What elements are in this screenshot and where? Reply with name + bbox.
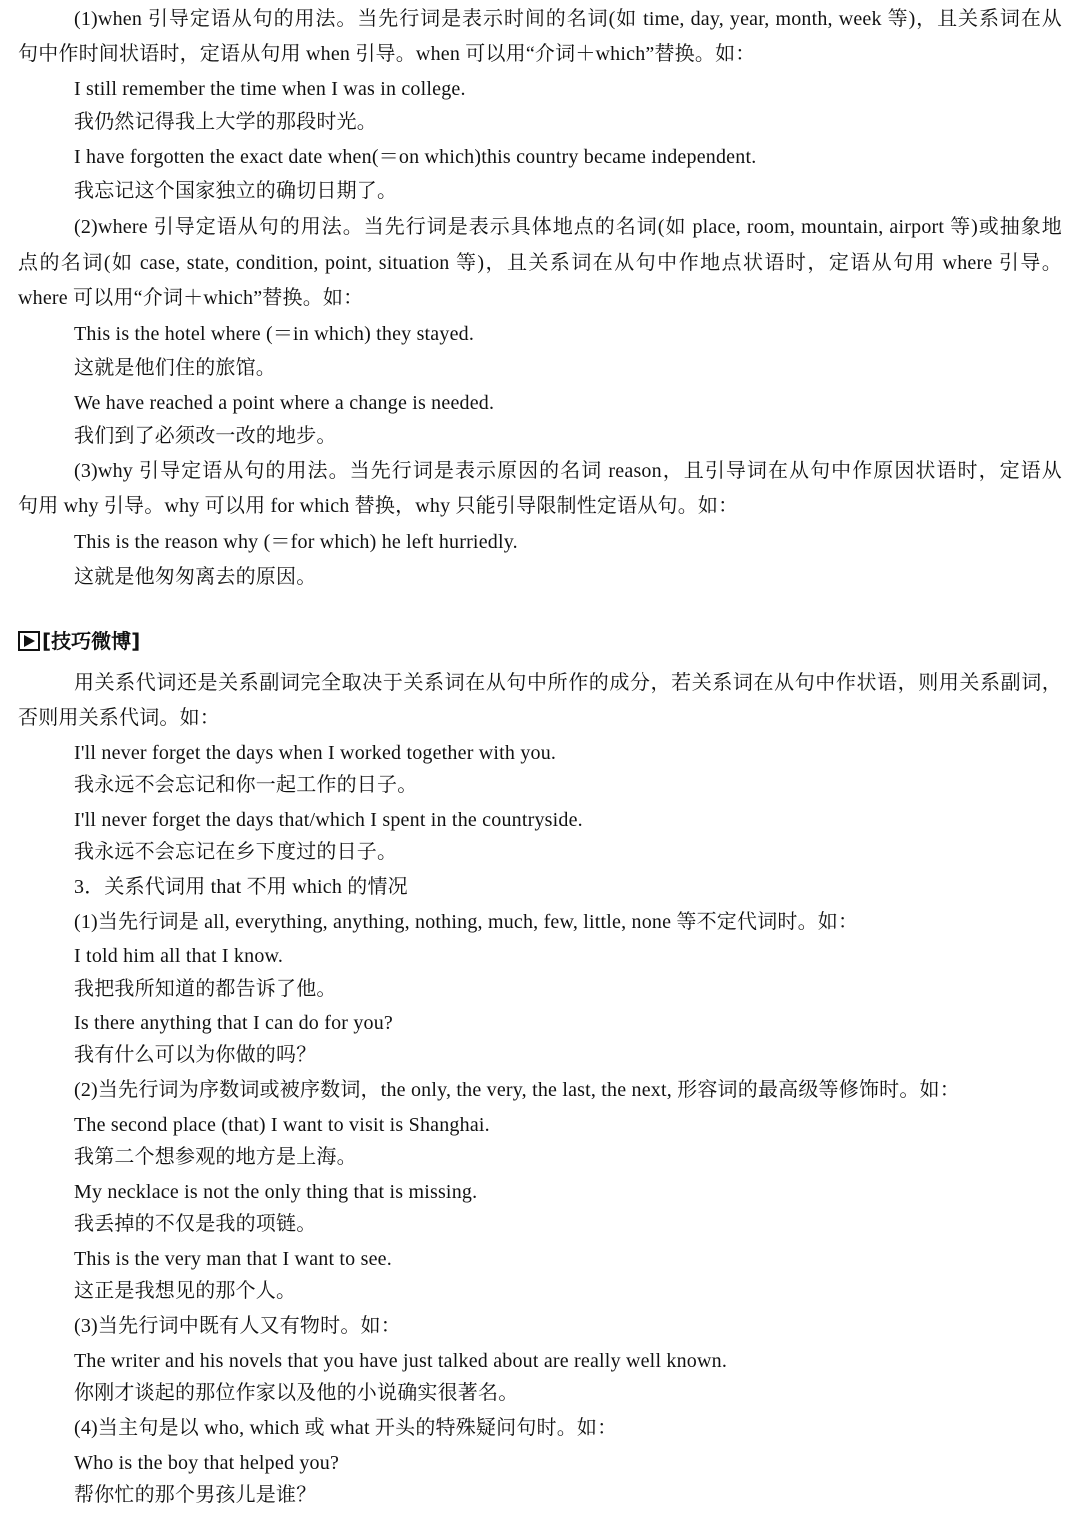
section3-item4-example1-zh: 帮你忙的那个男孩儿是谁？ bbox=[74, 1484, 317, 1506]
when-example1-en: I still remember the time when I was in college. bbox=[74, 78, 466, 100]
tip-example1-en: I'll never forget the days when I worked together with you. bbox=[74, 742, 557, 764]
where-example2-zh: 我们到了必须改一改的地步。 bbox=[74, 425, 337, 447]
section3-item2-example3-en: This is the very man that I want to see. bbox=[74, 1248, 392, 1270]
section3-item2: (2)当先行词为序数词或被序数词，the only, the very, the last, the next, 形容词的最高级等修饰时。如： bbox=[74, 1079, 960, 1101]
section3-item1-example1-en: I told him all that I know. bbox=[74, 945, 284, 967]
section3-item4: (4)当主句是以 who, which 或 what 开头的特殊疑问句时。如： bbox=[74, 1417, 618, 1439]
section3-item1: (1)当先行词是 all, everything, anything, nothing, much, few, little, none 等不定代词时。如： bbox=[74, 911, 859, 933]
when-rule-line2: 句中作时间状语时，定语从句用 when 引导。when 可以用“介词＋which”替换。如： bbox=[18, 43, 756, 65]
where-rule-line2: 点的名词(如 case, state, condition, point, situation 等)，且关系词在从句中作地点状语时，定语从句用 where 引导。 bbox=[18, 252, 1062, 274]
section3-item3: (3)当先行词中既有人又有物时。如： bbox=[74, 1315, 401, 1337]
section3-item4-example1-en: Who is the boy that helped you? bbox=[74, 1452, 340, 1474]
section3-item2-example1-en: The second place (that) I want to visit is Shanghai. bbox=[74, 1114, 490, 1136]
why-example1-en: This is the reason why (＝for which) he left hurriedly. bbox=[74, 531, 518, 553]
section3-heading: 3．关系代词用 that 不用 which 的情况 bbox=[74, 876, 408, 898]
section3-item1-example2-zh: 我有什么可以为你做的吗？ bbox=[74, 1044, 317, 1066]
tip-body-line1: 用关系代词还是关系副词完全取决于关系词在从句中所作的成分，若关系词在从句中作状语，则用关系副词， bbox=[74, 672, 1062, 694]
tip-body-line2: 否则用关系代词。如： bbox=[18, 707, 220, 729]
section3-item2-example2-zh: 我丢掉的不仅是我的项链。 bbox=[74, 1213, 317, 1235]
section3-item1-example1-zh: 我把我所知道的都告诉了他。 bbox=[74, 978, 337, 1000]
section3-item2-example2-en: My necklace is not the only thing that is missing. bbox=[74, 1181, 478, 1203]
where-example1-zh: 这就是他们住的旅馆。 bbox=[74, 357, 276, 379]
tip-example2-zh: 我永远不会忘记在乡下度过的日子。 bbox=[74, 841, 398, 863]
section3-item1-example2-en: Is there anything that I can do for you? bbox=[74, 1012, 394, 1034]
tip-title: [技巧微博] bbox=[42, 629, 141, 653]
why-rule-line2: 句用 why 引导。why 可以用 for which 替换，why 只能引导限制性定语从句。如： bbox=[18, 495, 739, 517]
section3-item3-example1-zh: 你刚才谈起的那位作家以及他的小说确实很著名。 bbox=[74, 1382, 519, 1404]
when-example2-zh: 我忘记这个国家独立的确切日期了。 bbox=[74, 180, 398, 202]
section3-item2-example1-zh: 我第二个想参观的地方是上海。 bbox=[74, 1146, 357, 1168]
when-rule-line1: (1)when 引导定语从句的用法。当先行词是表示时间的名词(如 time, day, year, month, week 等)，且关系词在从 bbox=[74, 8, 1062, 30]
why-rule-line1: (3)why 引导定语从句的用法。当先行词是表示原因的名词 reason，且引导词在从句中作原因状语时，定语从 bbox=[74, 460, 1062, 482]
tip-example1-zh: 我永远不会忘记和你一起工作的日子。 bbox=[74, 774, 418, 796]
play-triangle-icon bbox=[18, 631, 40, 651]
where-example1-en: This is the hotel where (＝in which) they stayed. bbox=[74, 323, 475, 345]
section3-item2-example3-zh: 这正是我想见的那个人。 bbox=[74, 1280, 297, 1302]
tip-header bbox=[18, 628, 140, 654]
when-example2-en: I have forgotten the exact date when(＝on which)this country became independent. bbox=[74, 146, 757, 168]
tip-example2-en: I'll never forget the days that/which I spent in the countryside. bbox=[74, 809, 583, 831]
why-example1-zh: 这就是他匆匆离去的原因。 bbox=[74, 566, 317, 588]
section3-item3-example1-en: The writer and his novels that you have just talked about are really well known. bbox=[74, 1350, 728, 1372]
where-rule-line1: (2)where 引导定语从句的用法。当先行词是表示具体地点的名词(如 place, room, mountain, airport 等)或抽象地 bbox=[74, 216, 1062, 238]
where-example2-en: We have reached a point where a change is needed. bbox=[74, 392, 495, 414]
when-example1-zh: 我仍然记得我上大学的那段时光。 bbox=[74, 111, 377, 133]
where-rule-line3: where 可以用“介词＋which”替换。如： bbox=[18, 287, 364, 309]
